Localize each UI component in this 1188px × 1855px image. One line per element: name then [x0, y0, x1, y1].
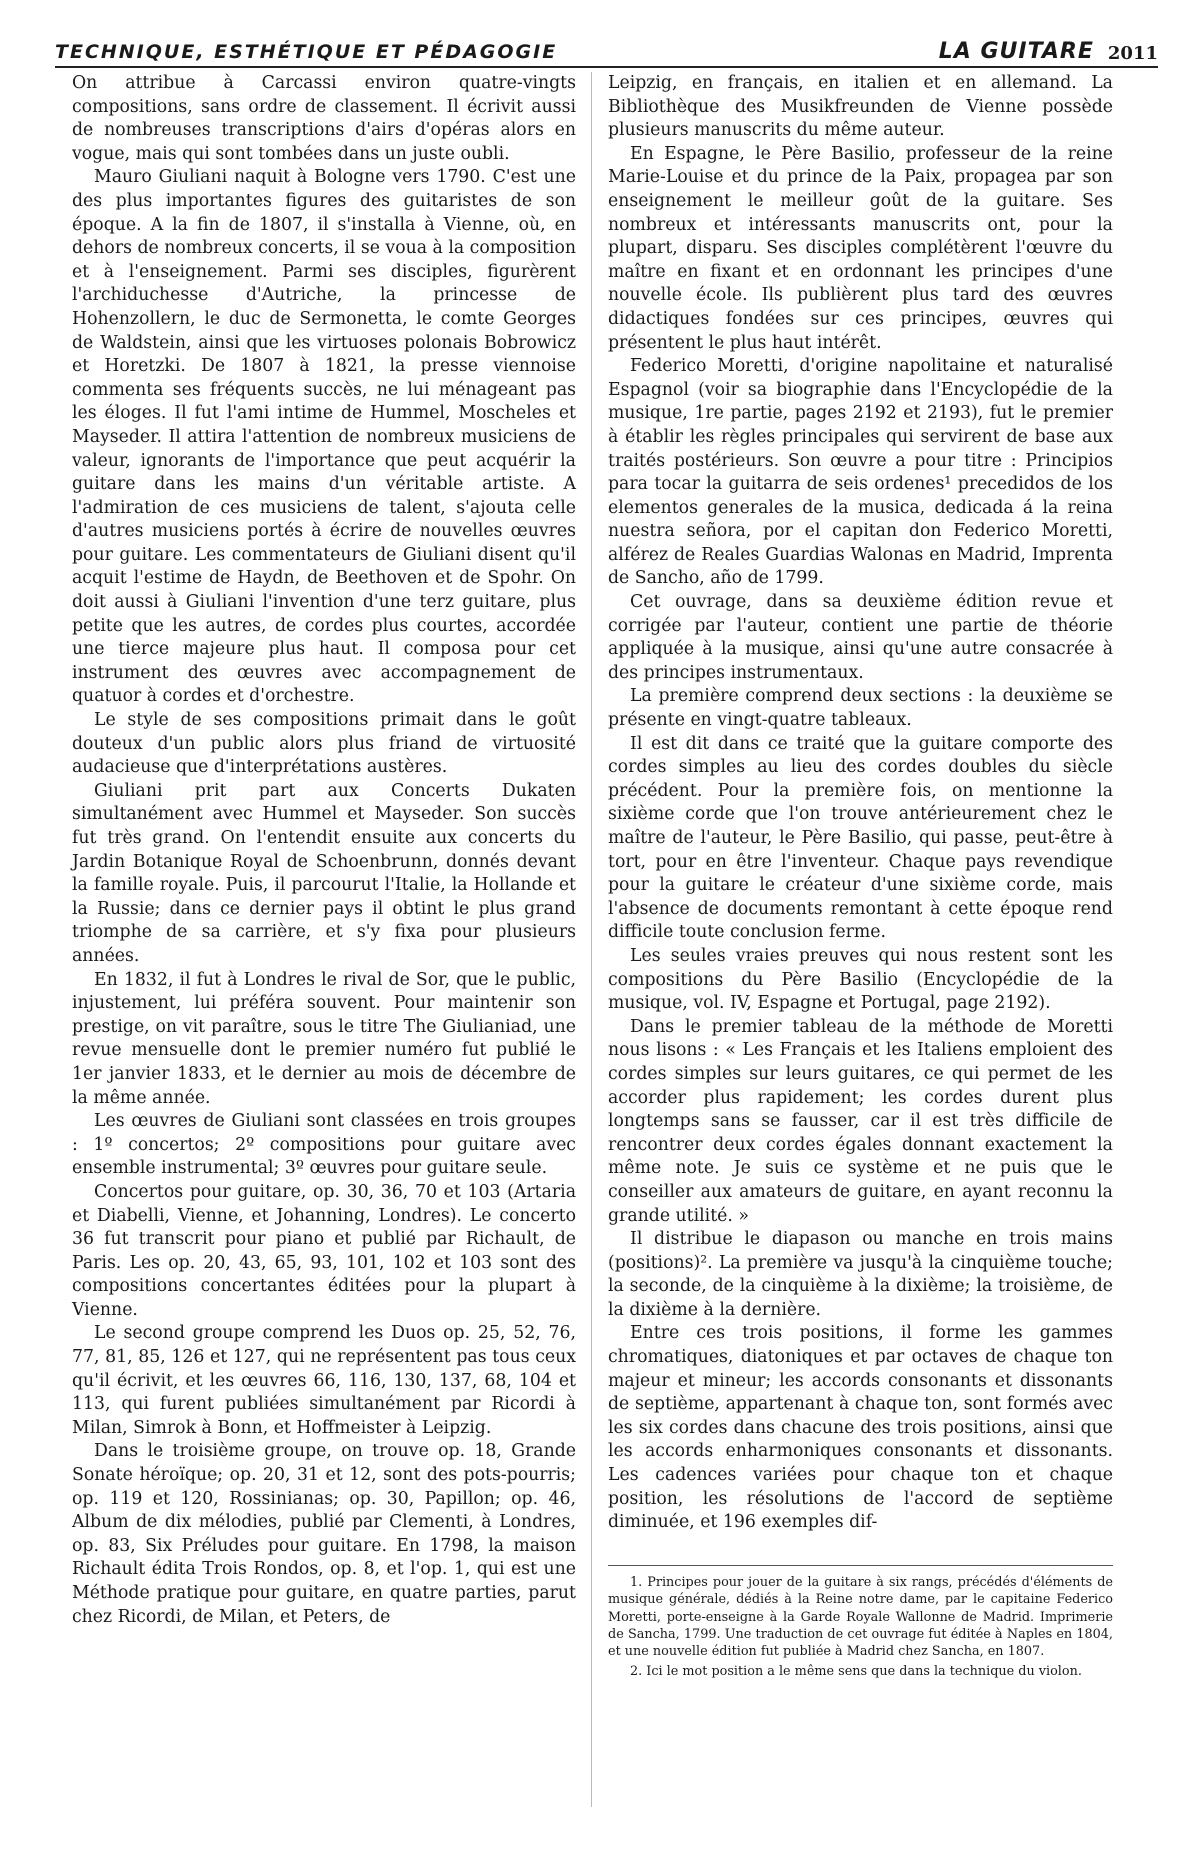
- paragraph: Le style de ses compositions primait dans le goût douteux d'un public alors plus friand de virtuosité audacieuse que d'interprétations austères.: [72, 710, 576, 778]
- paragraph: Concertos pour guitare, op. 30, 36, 70 et 103 (Artaria et Diabelli, Vienne, et Johanning, Londres). Le concerto 36 fut transcrit pour piano et publié par Richault, de Paris. Les op. 20, 43, 65, 93, 101, 102 et 103 sont des compositions concertantes éditées pour la plupart à Vienne.: [72, 1181, 576, 1320]
- paragraph: En Espagne, le Père Basilio, professeur de la reine Marie-Louise et du prince de la Paix, propagea par son enseignement le meilleur goût de la guitare. Ses nombreux et intéressants manuscrits ont, pour la plupart, disparu. Ses disciples complétèrent l'œuvre du maître en fixant et en ordonnant les principes d'une nouvelle école. Ils publièrent plus tard des œuvres didactiques fondées sur ces principes, œuvres qui présentent le plus haut intérêt.: [608, 143, 1113, 353]
- running-header: [55, 32, 1158, 68]
- paragraph: En 1832, il fut à Londres le rival de Sor, que le public, injustement, lui préféra souvent. Pour maintenir son prestige, on vit paraître, sous le titre The Giulianiad, une revue mensuelle dont le premier numéro fut publié le 1er janvier 1833, et le dernier au mois de décembre de la même année.: [72, 969, 576, 1108]
- footnote: 2. Ici le mot position a le même sens que dans la technique du violon.: [630, 1663, 1082, 1679]
- column-divider: [591, 72, 592, 1807]
- journal-title: LA GUITARE: [938, 39, 1094, 64]
- paragraph: Les œuvres de Giuliani sont classées en trois groupes : 1º concertos; 2º compositions pour guitare avec ensemble instrumental; 3º œuvres pour guitare seule.: [72, 1111, 576, 1179]
- paragraph: Dans le troisième groupe, on trouve op. 18, Grande Sonate héroïque; op. 20, 31 et 12, sont des pots-pourris; op. 119 et 120, Rossinianas; op. 30, Papillon; op. 46, Album de dix mélodies, publié par Clementi, à Londres, op. 83, Six Préludes pour guitare. En 1798, la maison Richault édita Trois Rondos, op. 8, et l'op. 1, qui est une Méthode pratique pour guitare, en quatre parties, parut chez Ricordi, de Milan, et Peters, de: [72, 1441, 576, 1627]
- footnote: 1. Principes pour jouer de la guitare à six rangs, précédés d'éléments de musique générale, dédiés à la Reine notre dame, par le capitaine Federico Moretti, porte-enseigne à la Garde Royale Wallonne de Madrid. Imprimerie de Sancha, 1799. Une traduction de cet ouvrage fut éditée à Naples en 1804, et une nouvelle édition fut publiée à Madrid chez Sancha, en 1807.: [608, 1574, 1113, 1660]
- paragraph: La première comprend deux sections : la deuxième se présente en vingt-quatre tableaux.: [608, 686, 1113, 731]
- right-column: [608, 72, 1113, 1682]
- paragraph: Les seules vraies preuves qui nous restent sont les compositions du Père Basilio (Encyclopédie de la musique, vol. IV, Espagne et Portugal, page 2192).: [608, 945, 1113, 1014]
- paragraph: Federico Moretti, d'origine napolitaine et naturalisé Espagnol (voir sa biographie dans l'Encyclopédie de la musique, 1re partie, pages 2192 et 2193), fut le premier à établir les règles principales qui servirent de base aux traités postérieurs. Son œuvre a pour titre : Principios para tocar la guitarra de seis ordenes¹ precedidos de los elementos generales de la musica, dedicada á la reina nuestra señora, por el capitan don Federico Moretti, alférez de Reales Guardias Walonas en Madrid, Imprenta de Sancho, año de 1799.: [608, 356, 1113, 589]
- page-number: 2011: [1107, 43, 1158, 64]
- paragraph: Mauro Giuliani naquit à Bologne vers 1790. C'est une des plus importantes figures des guitaristes de son époque. A la fin de 1807, il s'installa à Vienne, où, en dehors de nombreux concerts, il se voua à la composition et à l'enseignement. Parmi ses disciples, figurèrent l'archiduchesse d'Autriche, la princesse de Hohenzollern, le duc de Sermonetta, le comte Georges de Waldstein, ainsi que les virtuoses polonais Bobrowicz et Horetzki. De 1807 à 1821, la presse viennoise commenta ses fréquents succès, ne lui ménageant pas les éloges. Il fut l'ami intime de Hummel, Moscheles et Mayseder. Il attira l'attention de nombreux musiciens de valeur, ignorants de l'importance que peut acquérir la guitare dans les mains d'un véritable artiste. A l'admiration de ces musiciens de talent, s'ajouta celle d'autres musiciens portés à écrire de nouvelles œuvres pour guitare. Les commentateurs de Giuliani disent qu'il acquit l'estime de Haydn, de Beethoven et de Spohr. On doit aussi à Giuliani l'invention d'une terz guitare, plus petite que les autres, de cordes plus courtes, accordée une tierce majeure plus haut. Il composa pour cet instrument des œuvres avec accompagnement de quatuor à cordes et d'orchestre.: [72, 167, 576, 707]
- paragraph: Entre ces trois positions, il forme les gammes chromatiques, diatoniques et par octaves de chaque ton majeur et mineur; les accords consonants et dissonants de septième, appartenant à chaque ton, sont formés avec les six cordes dans chacune des trois positions, ainsi que les accords enharmoniques consonants et dissonants. Les cadences variées pour chaque ton et chaque position, les résolutions de l'accord de septième diminuée, et 196 exemples dif-: [608, 1323, 1113, 1533]
- paragraph: Leipzig, en français, en italien et en allemand. La Bibliothèque des Musikfreunden de Vienne possède plusieurs manuscrits du même auteur.: [608, 73, 1113, 141]
- section-title: TECHNIQUE, ESTHÉTIQUE ET PÉDAGOGIE: [55, 41, 558, 63]
- left-column: [72, 72, 576, 1629]
- paragraph: Il distribue le diapason ou manche en trois mains (positions)². La première va jusqu'à la cinquième touche; la seconde, de la cinquième à la dixième; la troisième, de la dixième à la dernière.: [608, 1229, 1113, 1320]
- paragraph: Le second groupe comprend les Duos op. 25, 52, 76, 77, 81, 85, 126 et 127, qui ne représentent pas tous ceux qu'il écrivit, et les œuvres 66, 116, 130, 137, 68, 104 et 113, qui furent publiées simultanément par Ricordi à Milan, Simrok à Bonn, et Hoffmeister à Leipzig.: [72, 1323, 576, 1438]
- paragraph: On attribue à Carcassi environ quatre-vingts compositions, sans ordre de classement. Il écrivit aussi de nombreuses transcriptions d'airs d'opéras alors en vogue, mais qui sont tombées dans un juste oubli.: [72, 73, 576, 164]
- paragraph: Giuliani prit part aux Concerts Dukaten simultanément avec Hummel et Mayseder. Son succès fut très grand. On l'entendit ensuite aux concerts du Jardin Botanique Royal de Schoenbrunn, donnés devant la famille royale. Puis, il parcourut l'Italie, la Hollande et la Russie; dans ce dernier pays il obtint le plus grand triomphe de sa carrière, et s'y fixa pour plusieurs années.: [72, 780, 576, 966]
- paragraph: Il est dit dans ce traité que la guitare comporte des cordes simples au lieu des cordes doubles du siècle précédent. Pour la première fois, on mentionne la sixième corde que l'on trouve antérieurement chez le maître de l'auteur, le Père Basilio, qui passe, peut-être à tort, pour en être l'inventeur. Chaque pays revendique pour la guitare le créateur d'une sixième corde, mais l'absence de documents remontant à cette époque rend difficile toute conclusion ferme.: [608, 733, 1113, 943]
- footnote-rule: [608, 1565, 1113, 1566]
- paragraph: Dans le premier tableau de la méthode de Moretti nous lisons : « Les Français et les Italiens emploient des cordes simples sur leurs guitares, ce qui permet de les accorder plus rapidement; les cordes durent plus longtemps sans se fausser, car il est très difficile de rencontrer deux cordes égales donnant exactement la même note. Je suis ce système et ne puis que le conseiller aux amateurs de guitare, en ayant reconnu la grande utilité. »: [608, 1016, 1113, 1226]
- footnotes: [608, 1574, 1113, 1680]
- paragraph: Cet ouvrage, dans sa deuxième édition revue et corrigée par l'auteur, contient une partie de théorie appliquée à la musique, ainsi qu'une autre consacrée à des principes instrumentaux.: [608, 592, 1113, 683]
